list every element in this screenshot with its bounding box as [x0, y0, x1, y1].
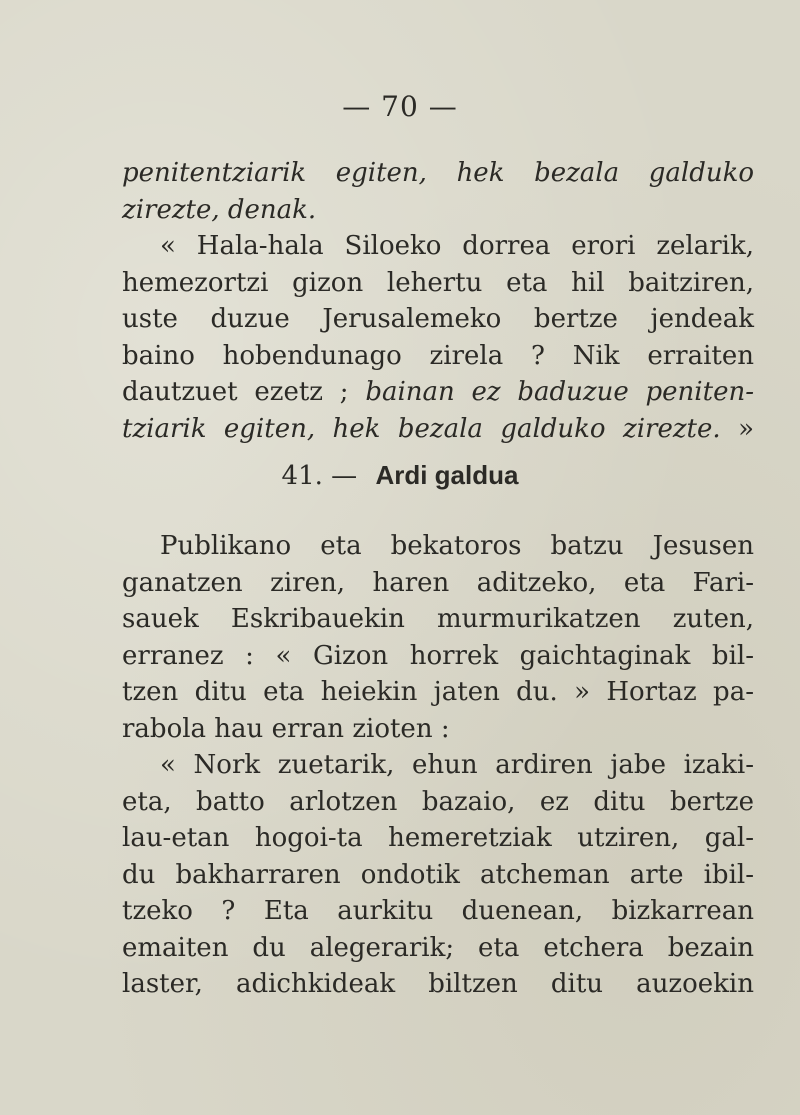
text-line: erranez : « Gizon horrek gaichtaginak bil-: [122, 640, 754, 671]
page-number: — 70 —: [342, 90, 458, 123]
text-line: rabola hau erran zioten :: [122, 713, 450, 744]
text-line: baino hobendunago zirela ? Nik erraiten: [122, 340, 754, 371]
text-line: du bakharraren ondotik atcheman arte ibil-: [122, 859, 754, 890]
text-line: sauek Eskribauekin murmurikatzen zuten,: [122, 604, 754, 634]
text-segment: dautzuet ezetz ;: [122, 377, 366, 407]
text-segment-italic: bainan ez baduzue peniten-: [365, 377, 754, 407]
text-line: tzen ditu eta heiekin jaten du. » Hortaz pa-: [122, 677, 754, 707]
section-heading: [0, 460, 800, 491]
text-line: zirezte, denak.: [122, 194, 317, 225]
text-line: [122, 374, 754, 411]
text-line: « Hala-hala Siloeko dorrea erori zelarik,: [160, 231, 754, 261]
text-line: uste duzue Jerusalemeko bertze jendeak: [122, 304, 754, 334]
text-line: eta, batto arlotzen bazaio, ez ditu bertze: [122, 786, 754, 817]
text-line: Publikano eta bekatoros batzu Jesusen: [160, 531, 754, 561]
text-line: penitentziarik egiten, hek bezala galduko: [122, 158, 754, 188]
text-block-2: [122, 528, 754, 1003]
text-line: [122, 411, 754, 448]
text-block-1: [122, 155, 754, 447]
text-line: laster, adichkideak biltzen ditu auzoekin: [122, 969, 754, 999]
section-number: 41. —: [281, 461, 358, 491]
section-title: Ardi galdua: [375, 460, 519, 490]
text-line: emaiten du alegerarik; eta etchera bezain: [122, 932, 754, 963]
closing-quote: »: [720, 413, 754, 444]
text-segment-italic: tziarik egiten, hek bezala galduko zirezte.: [122, 413, 721, 444]
text-line: hemezortzi gizon lehertu eta hil baitziren,: [122, 267, 754, 298]
text-line: lau-etan hogoi-ta hemeretziak utziren, gal-: [122, 823, 754, 853]
text-line: « Nork zuetarik, ehun ardiren jabe izaki-: [160, 750, 754, 780]
text-line: ganatzen ziren, haren aditzeko, eta Fari-: [122, 567, 754, 598]
text-line: tzeko ? Eta aurkitu duenean, bizkarrean: [122, 896, 754, 926]
